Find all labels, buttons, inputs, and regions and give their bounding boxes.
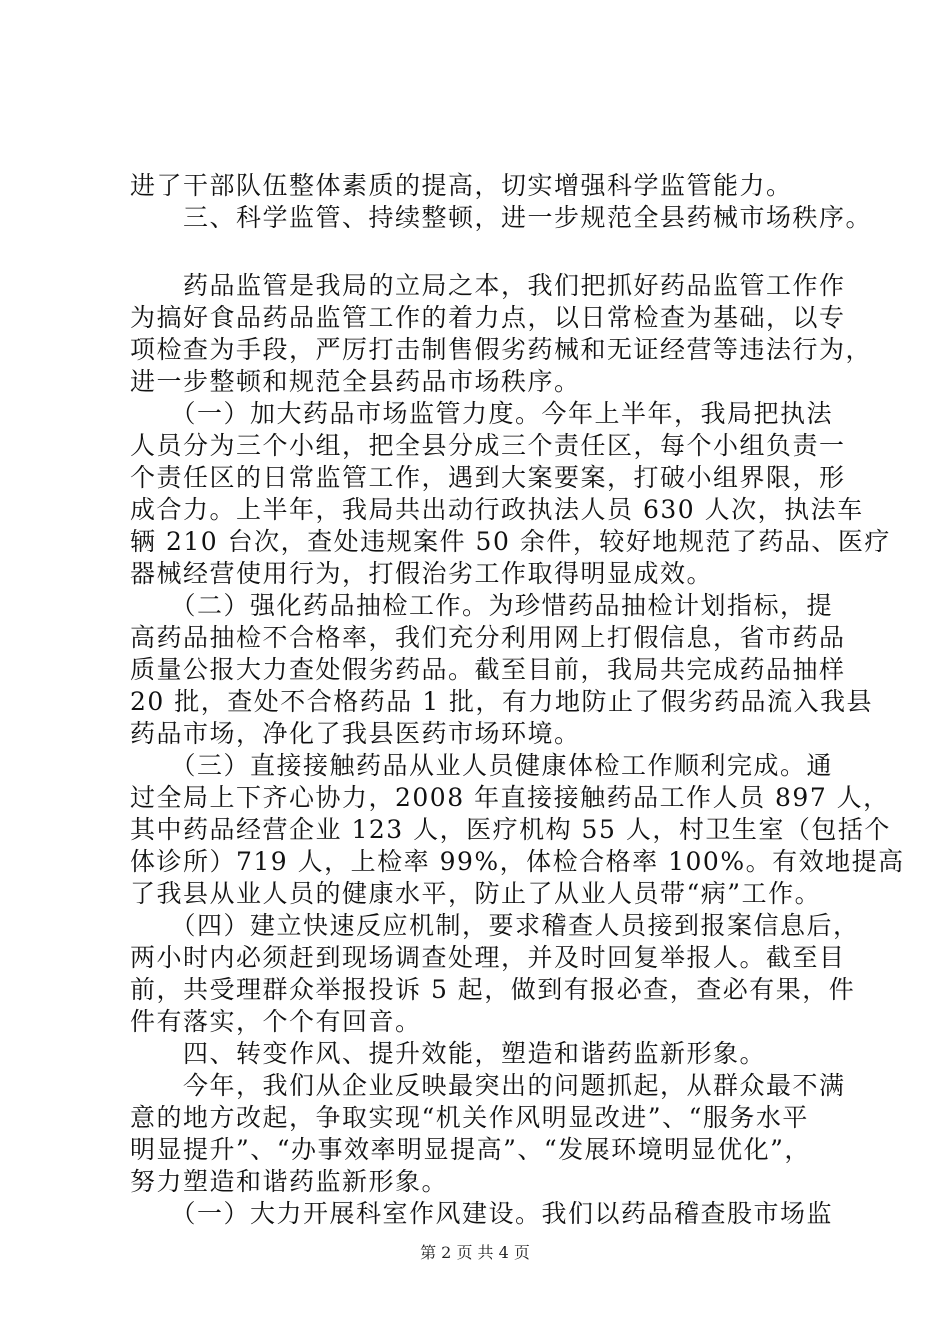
section-heading-4: 四、转变作风、提升效能，塑造和谐药监新形象。: [130, 1039, 767, 1068]
text-line: 20 批，查处不合格药品 1 批，有力地防止了假劣药品流入我县: [130, 687, 874, 716]
text-line: 明显提升”、“办事效率明显提高”、“发展环境明显优化”，: [130, 1135, 811, 1164]
blank-line: [130, 234, 850, 270]
text-line: （三）直接接触药品从业人员健康体检工作顺利完成。通: [130, 751, 834, 780]
text-line: 两小时内必须赶到现场调查处理，并及时回复举报人。截至目: [130, 943, 846, 972]
text-line: 成合力。上半年，我局共出动行政执法人员 630 人次，执法车: [130, 495, 864, 524]
text-line: 辆 210 台次，查处违规案件 50 余件，较好地规范了药品、医疗: [130, 527, 891, 556]
text-line: 过全局上下齐心协力，2008 年直接接触药品工作人员 897 人，: [130, 783, 890, 812]
text-line: 进了干部队伍整体素质的提高，切实增强科学监管能力。: [130, 171, 793, 200]
text-line: （四）建立快速反应机制，要求稽查人员接到报案信息后，: [130, 911, 860, 940]
text-line: 人员分为三个小组，把全县分成三个责任区，每个小组负责一: [130, 431, 846, 460]
text-line: 器械经营使用行为，打假治劣工作取得明显成效。: [130, 559, 714, 588]
text-line: 其中药品经营企业 123 人，医疗机构 55 人，村卫生室（包括个: [130, 815, 891, 844]
document-body: [130, 170, 905, 1230]
text-line: 件有落实，个个有回音。: [130, 1007, 422, 1036]
text-line: 意的地方改起，争取实现“机关作风明显改进”、“服务水平: [130, 1103, 809, 1132]
text-line: 前，共受理群众举报投诉 5 起，做到有报必查，查必有果，件: [130, 975, 856, 1004]
text-line: 高药品抽检不合格率，我们充分利用网上打假信息，省市药品: [130, 623, 846, 652]
page-footer: 第 2 页 共 4 页: [420, 1243, 530, 1262]
text-line: 进一步整顿和规范全县药品市场秩序。: [130, 367, 581, 396]
text-line: 今年，我们从企业反映最突出的问题抓起，从群众最不满: [130, 1071, 846, 1100]
text-line: 项检查为手段，严厉打击制售假劣药械和无证经营等违法行为，: [130, 335, 873, 364]
text-line: 体诊所）719 人，上检率 99%，体检合格率 100%。有效地提高: [130, 847, 905, 876]
text-line: 了我县从业人员的健康水平，防止了从业人员带“病”工作。: [130, 879, 822, 908]
text-line: 药品市场，净化了我县医药市场环境。: [130, 719, 581, 748]
text-line: 个责任区的日常监管工作，遇到大案要案，打破小组界限，形: [130, 463, 846, 492]
text-line: 努力塑造和谐药监新形象。: [130, 1167, 449, 1196]
text-line: 为搞好食品药品监管工作的着力点，以日常检查为基础，以专: [130, 303, 846, 332]
text-line: 质量公报大力查处假劣药品。截至目前，我局共完成药品抽样: [130, 655, 846, 684]
text-line: 药品监管是我局的立局之本，我们把抓好药品监管工作作: [130, 271, 846, 300]
text-line: （二）强化药品抽检工作。为珍惜药品抽检计划指标，提: [130, 591, 834, 620]
text-line: （一）加大药品市场监管力度。今年上半年，我局把执法: [130, 399, 834, 428]
section-heading-3: 三、科学监管、持续整顿，进一步规范全县药械市场秩序。: [130, 203, 873, 232]
text-line: （一）大力开展科室作风建设。我们以药品稽查股市场监: [130, 1199, 834, 1228]
